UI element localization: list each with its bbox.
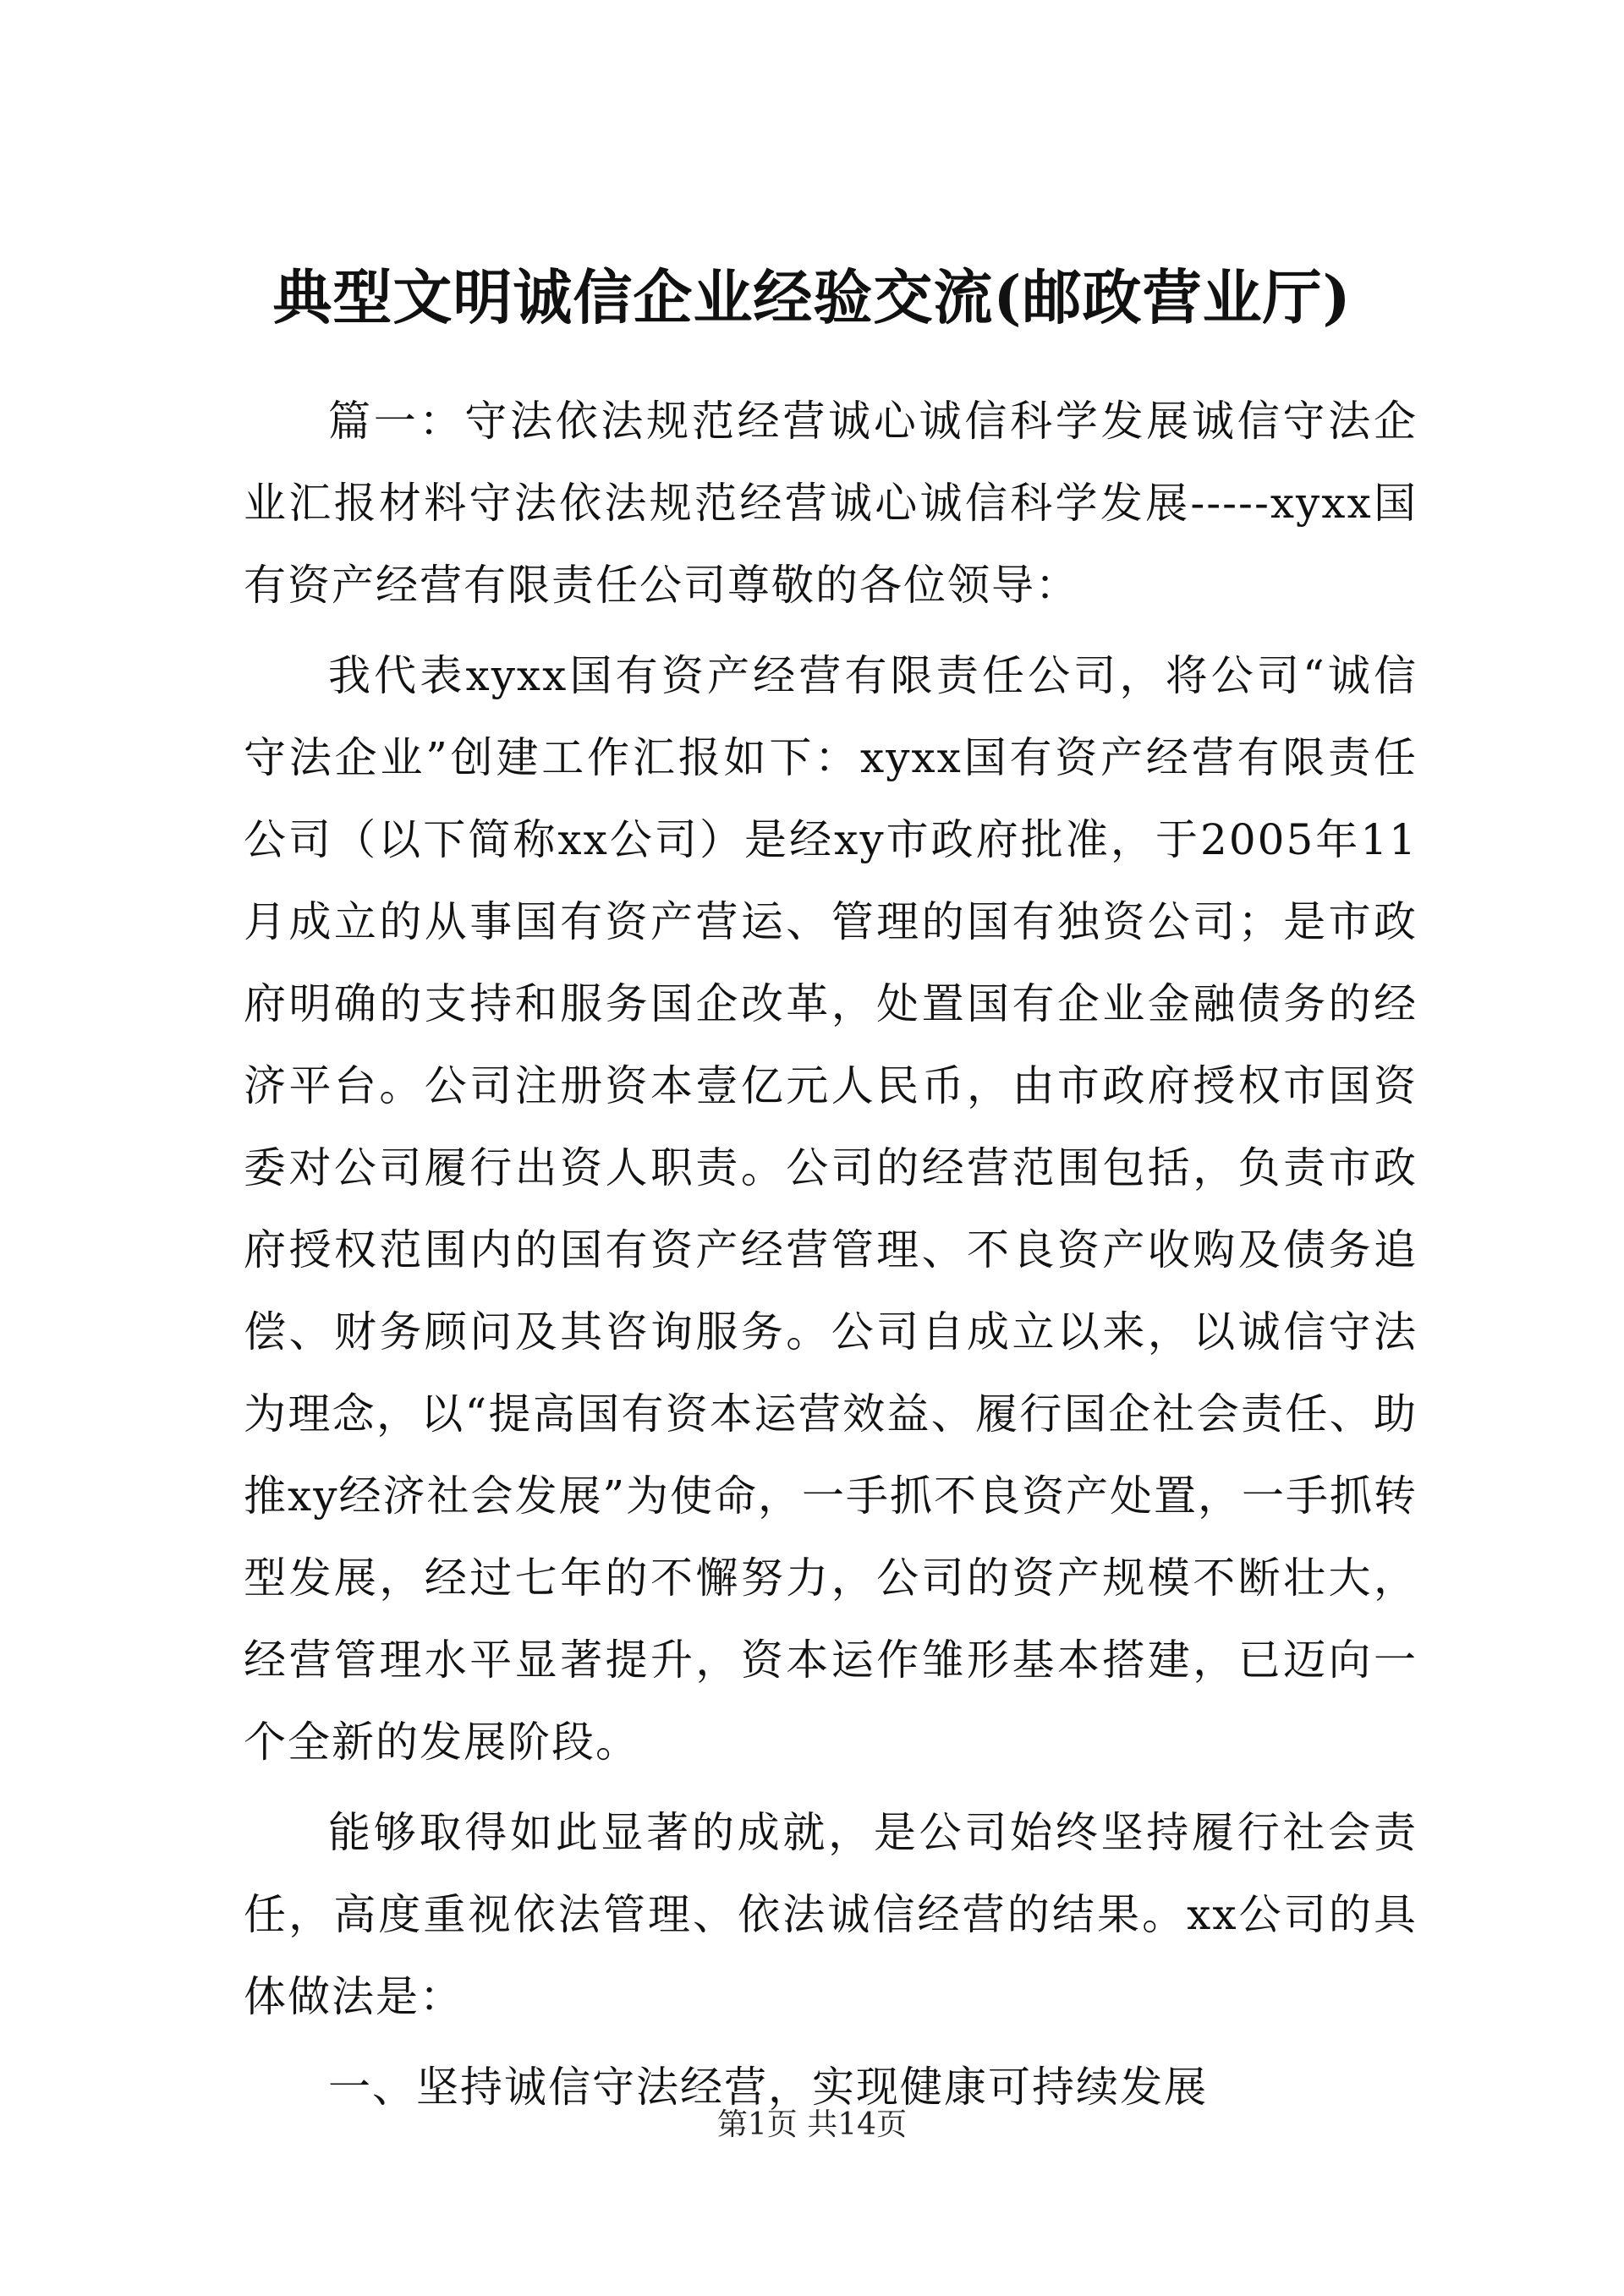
document-title: 典型文明诚信企业经验交流(邮政营业厅) (272, 262, 1352, 332)
section-heading: 一、坚持诚信守法经营，实现健康可持续发展 (328, 2063, 1208, 2112)
page-footer: 第1页 共14页 (716, 2107, 908, 2142)
document-body (244, 381, 1418, 2129)
paragraph-company-overview: 我代表xyxx国有资产经营有限责任公司，将公司“诚信守法企业”创建工作汇报如下：xyxx国有资产经营有限责任公司（以下简称xx公司）是经xy市政府批准，于2005年11月成立的从事国有资产营运、管理的国有独资公司；是市政府明确的支持和服务国企改革，处置国有企业金融债务的经济平台。公司注册资本壹亿元人民币，由市政府授权市国资委对公司履行出资人职责。公司的经营范围包括，负责市政府授权范围内的国有资产经营管理、不良资产收购及债务追偿、财务顾问及其咨询服务。公司自成立以来，以诚信守法为理念，以“提高国有资本运营效益、履行国企社会责任、助推xy经济社会发展”为使命，一手抓不良资产处置，一手抓转型发展，经过七年的不懈努力，公司的资产规模不断壮大，经营管理水平显著提升，资本运作雏形基本搭建，已迈向一个全新的发展阶段。 (244, 651, 1418, 1767)
paragraph-achievements: 能够取得如此显著的成就，是公司始终坚持履行社会责任，高度重视依法管理、依法诚信经营的结果。xx公司的具体做法是： (244, 1808, 1418, 2021)
paragraph-intro: 篇一：守法依法规范经营诚心诚信科学发展诚信守法企业汇报材料守法依法规范经营诚心诚信科学发展-----xyxx国有资产经营有限责任公司尊敬的各位领导： (244, 397, 1418, 610)
